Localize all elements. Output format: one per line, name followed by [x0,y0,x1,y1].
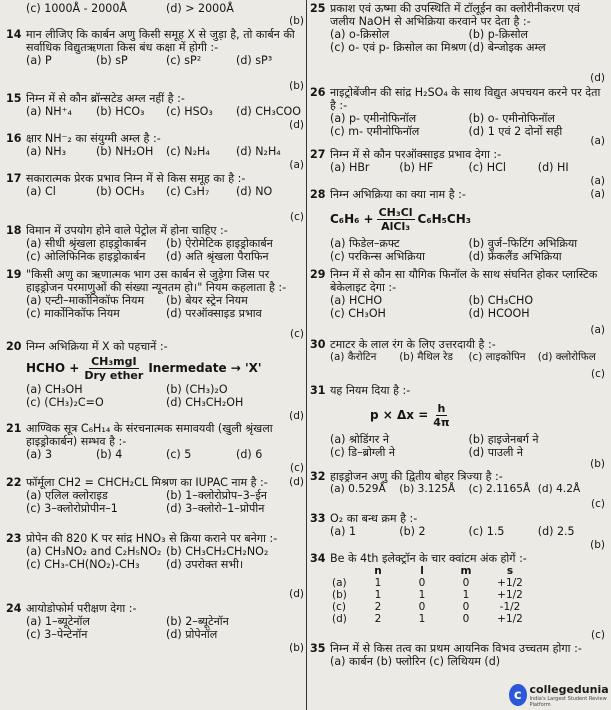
answer-label: (c) [290,211,304,223]
option-a: (a) o-क्रिसोल [330,28,390,41]
table-cell: 1 [418,589,426,601]
option-b: (b) sP [96,54,128,67]
table-cell: (d) [332,613,347,625]
question-text: सकारात्मक प्रेरक प्रभाव निम्न में से किस समूह का है :- [26,172,246,185]
question-text: निम्न अभिक्रिया का क्या नाम है :- [330,188,466,201]
option-a: (a) 0.529Å [330,483,386,495]
option-c: (c) मार्कोनिकॉफ नियम [26,307,120,320]
question-text: विमान में उपयोग होने वाले पेट्रोल में होना चाहिए :- [26,224,228,237]
question-number: 17 [6,172,22,185]
table-cell: -1/2 [499,601,521,613]
table-cell: 2 [374,601,382,613]
question-number: 28 [310,188,326,201]
logo-text [530,683,609,708]
answer-label: (b) [289,642,304,654]
option-a: (a) एन्टी–मार्कोनिकॉफ नियम [26,294,145,307]
option-b: (b) बेयर स्ट्रेन नियम [166,294,248,307]
option-b: (b) p-क्रिसोल [468,28,529,41]
question-14 [6,28,306,92]
answer-label: (d) [289,119,304,131]
option-a: (a) फिडेल–क्रफ्ट [330,237,400,250]
question-33 [310,512,607,552]
table-header-cell: l [420,565,424,577]
collegedunia-logo [509,682,609,708]
option-b: (b) वुर्ज–फिटिंग अभिक्रिया [468,237,578,250]
question-18 [6,224,306,268]
question-19 [6,268,306,340]
answer-label: (c) [591,368,605,380]
option-d: (d) HCOOH [468,307,530,320]
table-row [332,613,532,625]
reaction-condition [377,206,415,233]
option-d: (d) CH₃CH₂OH [166,396,244,409]
question-text: निम्न में से कौन परऑक्साइड प्रभाव देगा :- [330,148,502,161]
reaction-condition [82,355,145,382]
answer-label: (d) [289,410,304,422]
question-text: आयोडोफोर्म परीक्षण देगा :- [26,602,137,615]
option-b: (b) ऐरोमेटिक हाइड्रोकार्बन [166,237,273,250]
answer-label: (b) [590,458,605,470]
option-c: (c) लाइकोपिन [468,351,526,363]
table-cell: (a) [332,577,347,589]
question-number: 32 [310,470,326,483]
option-b: (b) (CH₃)₂O [166,383,228,396]
question-number: 29 [310,268,326,281]
option-c: (c) C₃H₇ [166,185,210,198]
option-b: (b) मैथिल रेड [399,351,453,363]
option-b: (b) 3.125Å [399,483,456,495]
equation-fraction [431,402,451,429]
option-b: (b) NH₂OH [96,145,154,158]
question-text: टमाटर के लाल रंग के लिए उत्तरदायी है :- [330,338,496,351]
table-cell: 2 [374,613,382,625]
option-d: (d) 1 एवं 2 दोनों सही [468,125,563,138]
right-column [310,2,607,682]
option-a: (a) CH₃OH [26,383,83,396]
option-line: (a) कार्बन (b) फ्लोरिन (c) लिथियम (d) [330,655,501,668]
question-number: 34 [310,552,326,565]
option-b: (b) 2 [399,525,426,538]
option-c: (c) m- एमीनोफिनॉल [330,125,420,138]
question-number: 33 [310,512,326,525]
equation-left: HCHO + [26,360,80,375]
option-d: (d) N₂H₄ [236,145,281,158]
table-row [332,589,532,601]
question-text: प्रोपेन की 820 K पर सांद्र HNO₃ से क्रिया कराने पर बनेगा :- [26,532,278,545]
solvent: Dry ether [84,368,144,382]
table-header-cell [332,565,356,577]
numerator: h [437,401,446,415]
reagent: CH₃mgI [91,354,137,368]
question-number: 15 [6,92,22,105]
table-cell: 0 [418,601,426,613]
option-b: (b) HCO₃ [96,105,145,118]
question-number: 31 [310,384,326,397]
question-22 [6,476,306,532]
uncertainty-equation [310,397,607,433]
question-text: निम्न में से कौन सा यौगिक फिनॉल के साथ संघनित होकर प्लास्टिक बेकेलाइट देगा :- [330,268,598,294]
question-26 [310,86,607,148]
equation-right: Inermedate → 'X' [148,360,262,375]
column-divider [306,0,307,710]
question-text: हाइड्रोजन अणु की द्वितीय बोहर त्रिज्या है :- [330,470,503,483]
equation-left: C₆H₆ + [330,211,374,226]
question-text: Be के 4th इलेक्ट्रॉन के चार क्वांटम अंक होगें :- [330,552,527,565]
table-header-row [332,565,532,577]
question-text: निम्न में से किस तत्व का प्रथम आयनिक विभव उच्चतम होगा :- [330,642,582,655]
answer-label: (a) [590,135,605,147]
question-28 [310,188,607,268]
question-number: 20 [6,340,22,353]
option-c: (c) 1.5 [468,525,505,538]
answer-label: (b) [289,15,304,27]
option-c: (c) o- एवं p- क्रिसोल का मिश्रण [330,41,467,54]
logo-icon: c [509,684,527,706]
option-c: (c) HCl [468,161,506,174]
question-17 [6,172,306,224]
option-d: (d) NO [236,185,273,198]
option-c: (c) डि–ब्रोग्ली ने [330,446,396,459]
option-d: (d) HI [537,161,569,174]
denominator: 4π [433,415,450,429]
option-c: (c) N₂H₄ [166,145,210,158]
question-25 [310,2,607,86]
table-cell: 0 [462,613,470,625]
table-cell: 1 [374,577,382,589]
table-row [332,577,532,589]
table-header-cell: n [374,565,382,577]
option-c: (c) 3–पेन्टेनॉन [26,628,88,641]
option-b: (b) हाइजेनबर्ग ने [468,433,539,446]
question-text: क्षार NH⁻₂ का संयुग्मी अम्ल है :- [26,132,161,145]
option-d: (d) अति श्रृंखला पैराफिन [166,250,269,263]
question-number: 14 [6,28,22,41]
option-c: (c) 3–क्लोरोप्रोपीन–1 [26,502,118,515]
question-text: आण्विक सूत्र C₆H₁₄ के संरचनात्मक समावयवी (खुली श्रृंखला हाइड्रोकार्बन) सम्भव है :- [26,422,273,448]
table-cell: (b) [332,589,347,601]
answer-label: (a) [590,175,605,187]
reagent: CH₃Cl [378,205,413,219]
option-d: (d) परऑक्साइड प्रभाव [166,307,262,320]
option-a: (a) 3 [26,448,53,461]
option-d: (d) 2.5 [537,525,575,538]
option-d: (d) बेन्जोइक अम्ल [468,41,546,54]
question-27 [310,148,607,188]
answer-label: (b) [590,539,605,551]
option-a: (a) HCHO [330,294,383,307]
equation-left: p × Δx = [370,407,429,422]
answer-label: (a) [590,188,605,200]
option-b: (b) 4 [96,448,123,461]
option-a: (a) HBr [330,161,370,174]
option-d: (d) प्रोपेनॉल [166,628,218,641]
table-cell: +1/2 [497,577,523,589]
option-a: (a) सीधी श्रृंखला हाइड्रोकार्बन [26,237,147,250]
table-cell: 1 [418,613,426,625]
table-cell: 0 [462,577,470,589]
option-c: (c) CH₃-CH(NO₂)-CH₃ [26,558,140,571]
question-number: 26 [310,86,326,99]
left-column [6,2,306,656]
question-34 [310,552,607,642]
question-30 [310,338,607,384]
option-d: (d) 6 [236,448,263,461]
table-cell: 1 [374,589,382,601]
reaction-equation [310,201,607,237]
answer-label: (a) [289,159,304,171]
question-31 [310,384,607,470]
option-c: (c) परकिन्स अभिक्रिया [330,250,425,263]
question-23 [6,532,306,602]
option-c: (c) 1000Å - 2000Å [26,2,127,15]
option-a: (a) p- एमीनोफिनॉल [330,112,417,125]
option-c: (c) sP² [166,54,202,67]
question-text: "किसी अणु का ऋणात्मक भाग उस कार्बन से जुड़ेगा जिस पर हाइड्रोजन परमाणुओं की संख्या न्यूनतम हो।" नियम कहलाता है :- [26,268,287,294]
answer-label: (c) [591,498,605,510]
question-number: 23 [6,532,22,545]
logo-name: collegedunia [529,682,609,696]
option-a: (a) P [26,54,52,67]
option-c: (c) (CH₃)₂C=O [26,396,104,409]
table-cell: 0 [462,601,470,613]
answer-label: (c) [290,328,304,340]
option-a: (a) श्रोडिंगर ने [330,433,389,446]
question-32 [310,470,607,512]
option-d: (d) पाउली ने [468,446,524,459]
table-cell: +1/2 [497,589,523,601]
answer-label: (b) [289,80,304,92]
option-b: (b) 1–क्लोरोप्रोप–3–ईन [166,489,267,502]
answer-label: (c) [290,462,304,474]
question-text: प्रकाश एवं ऊष्मा की उपस्थिति में टॉलूईन का क्लोरीनीकरण एवं जलीय NaOH से अभिक्रिया करवाने पर देता है :- [330,2,580,28]
option-d: (d) > 2000Å [166,2,234,15]
question-number: 35 [310,642,326,655]
table-header-cell: s [506,565,514,577]
table-cell: 0 [418,577,426,589]
question-24 [6,602,306,656]
question-text: यह नियम दिया है :- [330,384,411,397]
option-b: (b) CH₃CH₂CH₂NO₂ [166,545,269,558]
answer-label: (d) [590,72,605,84]
equation-right: C₆H₅CH₃ [417,211,472,226]
option-a: (a) 1 [330,525,357,538]
option-c: (c) 2.1165Å [468,483,531,495]
question-29 [310,268,607,338]
option-c: (c) ओलिफिनिक हाइड्रोकार्बन [26,250,146,263]
option-c: (c) CH₃OH [330,307,386,320]
question-number: 25 [310,2,326,15]
question-text: नाइट्रोबेंजीन की सांद्र H₂SO₄ के साथ विद्युत अपचयन करने पर देता है :- [330,86,601,112]
option-b: (b) OCH₃ [96,185,145,198]
question-number: 27 [310,148,326,161]
option-a: (a) NH₃ [26,145,67,158]
option-a: (a) कैरोटिन [330,351,377,363]
option-d: (d) उपरोक्त सभी। [166,558,244,571]
option-d: (d) sP³ [236,54,273,67]
option-a: (a) NH⁺₄ [26,105,72,118]
question-text: निम्न अभिक्रिया में X को पहचानें :- [26,340,168,353]
option-d: (d) फ्रेंकलैंड अभिक्रिया [468,250,562,263]
table-cell: 1 [462,589,470,601]
question-number: 16 [6,132,22,145]
question-text: O₂ का बन्ध क्रम है :- [330,512,418,525]
option-d: (d) 3–क्लोरो–1–प्रोपीन [166,502,265,515]
option-b: (b) CH₃CHO [468,294,534,307]
question-number: 22 [6,476,22,489]
option-c: (c) HSO₃ [166,105,213,118]
option-d: (d) 4.2Å [537,483,581,495]
question-13-tail [6,2,306,28]
option-a: (a) Cl [26,185,56,198]
table-row [332,601,532,613]
answer-label: (d) [289,476,304,488]
option-d: (d) CH₃COO [236,105,301,118]
question-15 [6,92,306,132]
option-c: (c) 5 [166,448,192,461]
question-21 [6,422,306,476]
table-cell: (c) [332,601,346,613]
question-number: 24 [6,602,22,615]
question-16 [6,132,306,172]
option-b: (b) HF [399,161,434,174]
option-a: (a) CH₃NO₂ and C₂H₅NO₂ [26,545,162,558]
question-35 [310,642,607,682]
option-d: (d) क्लोरोफिल [537,351,596,363]
question-text: मान लीजिए कि कार्बन अणु किसी समूह X से जुड़ा है, तो कार्बन की सर्वाधिक विद्युतऋणता किस बंध कक्षा में होगी :- [26,28,295,54]
question-20 [6,340,306,422]
question-number: 18 [6,224,22,237]
answer-label: (a) [590,324,605,336]
answer-label: (d) [289,588,304,600]
question-number: 21 [6,422,22,435]
logo-tagline: India's Largest Student Review Platform [529,695,607,708]
quantum-number-table [332,565,532,625]
table-header-cell: m [460,565,472,577]
question-text: निम्न में से कौन ब्रॉन्सटेड अम्ल नहीं है :- [26,92,185,105]
option-a: (a) एलिल क्लोराइड [26,489,108,502]
question-number: 19 [6,268,22,281]
question-text: फॉर्मूला CH2 = CHCH₂CL मिश्रण का IUPAC नाम है :- [26,476,268,489]
question-number: 30 [310,338,326,351]
reaction-equation [6,353,306,383]
table-cell: +1/2 [497,613,523,625]
option-b: (b) o- एमीनोफिनॉल [468,112,555,125]
catalyst: AlCl₃ [381,219,411,233]
option-a: (a) 1–ब्यूटेनॉल [26,615,90,628]
answer-label: (c) [591,629,605,641]
option-b: (b) 2–ब्यूटेनॉन [166,615,229,628]
